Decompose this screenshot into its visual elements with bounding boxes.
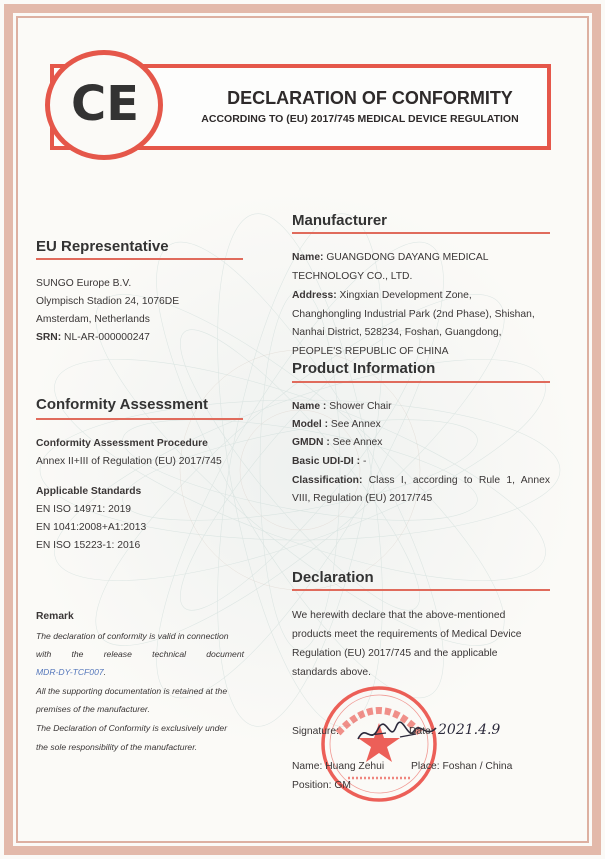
declaration-line4: standards above. xyxy=(292,667,371,678)
eu-rep-line2: Olympisch Stadion 24, 1076DE xyxy=(36,296,180,307)
manufacturer-title: Manufacturer xyxy=(292,212,388,229)
declaration-line2: products meet the requirements of Medical Device xyxy=(292,629,522,640)
eu-rep-rule xyxy=(36,258,243,260)
procedure-value: Annex II+III of Regulation (EU) 2017/745 xyxy=(36,456,222,467)
product-title: Product Information xyxy=(292,360,436,377)
address-line4: PEOPLE'S REPUBLIC OF CHINA xyxy=(292,346,449,357)
manufacturer-address: Address: Xingxian Development Zone, xyxy=(292,290,472,301)
eu-rep-srn: SRN: NL-AR-000000247 xyxy=(36,332,150,343)
date-value: 2021.4.9 xyxy=(438,722,501,738)
manufacturer-rule xyxy=(292,232,550,234)
eu-rep-line1: SUNGO Europe B.V. xyxy=(36,278,132,289)
ce-logo: CE xyxy=(70,76,139,132)
procedure-label: Conformity Assessment Procedure xyxy=(36,438,208,449)
product-gmdn: GMDN : See Annex xyxy=(292,437,383,448)
manufacturer-name: Name: GUANGDONG DAYANG MEDICAL xyxy=(292,252,489,263)
product-name: Name : Shower Chair xyxy=(292,401,392,412)
classification-line2: VIII, Regulation (EU) 2017/745 xyxy=(292,493,433,504)
signature-label: Signature: xyxy=(292,726,339,737)
remark-line4: premises of the manufacturer. xyxy=(36,704,150,714)
standards-label: Applicable Standards xyxy=(36,486,142,497)
conformity-title: Conformity Assessment xyxy=(36,396,208,413)
product-rule xyxy=(292,381,550,383)
remark-doc-line: MDR-DY-TCF007. xyxy=(36,667,107,677)
eu-rep-line3: Amsterdam, Netherlands xyxy=(36,314,150,325)
product-udi: Basic UDI-DI : - xyxy=(292,456,367,467)
declaration-line3: Regulation (EU) 2017/745 and the applicable xyxy=(292,648,498,659)
conformity-rule xyxy=(36,418,243,420)
standard-item: EN 1041:2008+A1:2013 xyxy=(36,522,147,533)
technical-document-ref: MDR-DY-TCF007 xyxy=(36,667,104,677)
remark-line6: the sole responsibility of the manufacturer. xyxy=(36,742,198,752)
standard-item: EN ISO 15223-1: 2016 xyxy=(36,540,141,551)
declaration-line1: We herewith declare that the above-mentioned xyxy=(292,610,506,621)
declaration-rule xyxy=(292,589,550,591)
product-model: Model : See Annex xyxy=(292,419,381,430)
manufacturer-name-line2: TECHNOLOGY CO., LTD. xyxy=(292,271,413,282)
document-title: DECLARATION OF CONFORMITY xyxy=(227,88,513,108)
declaration-title: Declaration xyxy=(292,569,374,586)
signing-place: Place: Foshan / China xyxy=(411,761,513,772)
date-label: Date: xyxy=(409,726,434,737)
signer-name: Name: Huang Zehui xyxy=(292,761,385,772)
standard-item: EN ISO 14971: 2019 xyxy=(36,504,132,515)
address-line2: Changhongling Industrial Park (2nd Phase), Shishan, xyxy=(292,309,535,320)
remark-line1: The declaration of conformity is valid in connection xyxy=(36,631,229,641)
remark-line2: with the release technical document xyxy=(36,649,244,659)
signer-position: Position: GM xyxy=(292,780,351,791)
remark-line3: All the supporting documentation is retained at the xyxy=(36,686,228,696)
document-subtitle: ACCORDING TO (EU) 2017/745 MEDICAL DEVICE REGULATION xyxy=(201,113,519,125)
eu-rep-title: EU Representative xyxy=(36,238,169,255)
remark-title: Remark xyxy=(36,611,74,622)
remark-line5: The Declaration of Conformity is exclusively under xyxy=(36,723,228,733)
product-classification: Classification: Class I, according to Rule 1, Annex xyxy=(292,475,550,486)
address-line3: Nanhai District, 528234, Foshan, Guangdong, xyxy=(292,327,502,338)
